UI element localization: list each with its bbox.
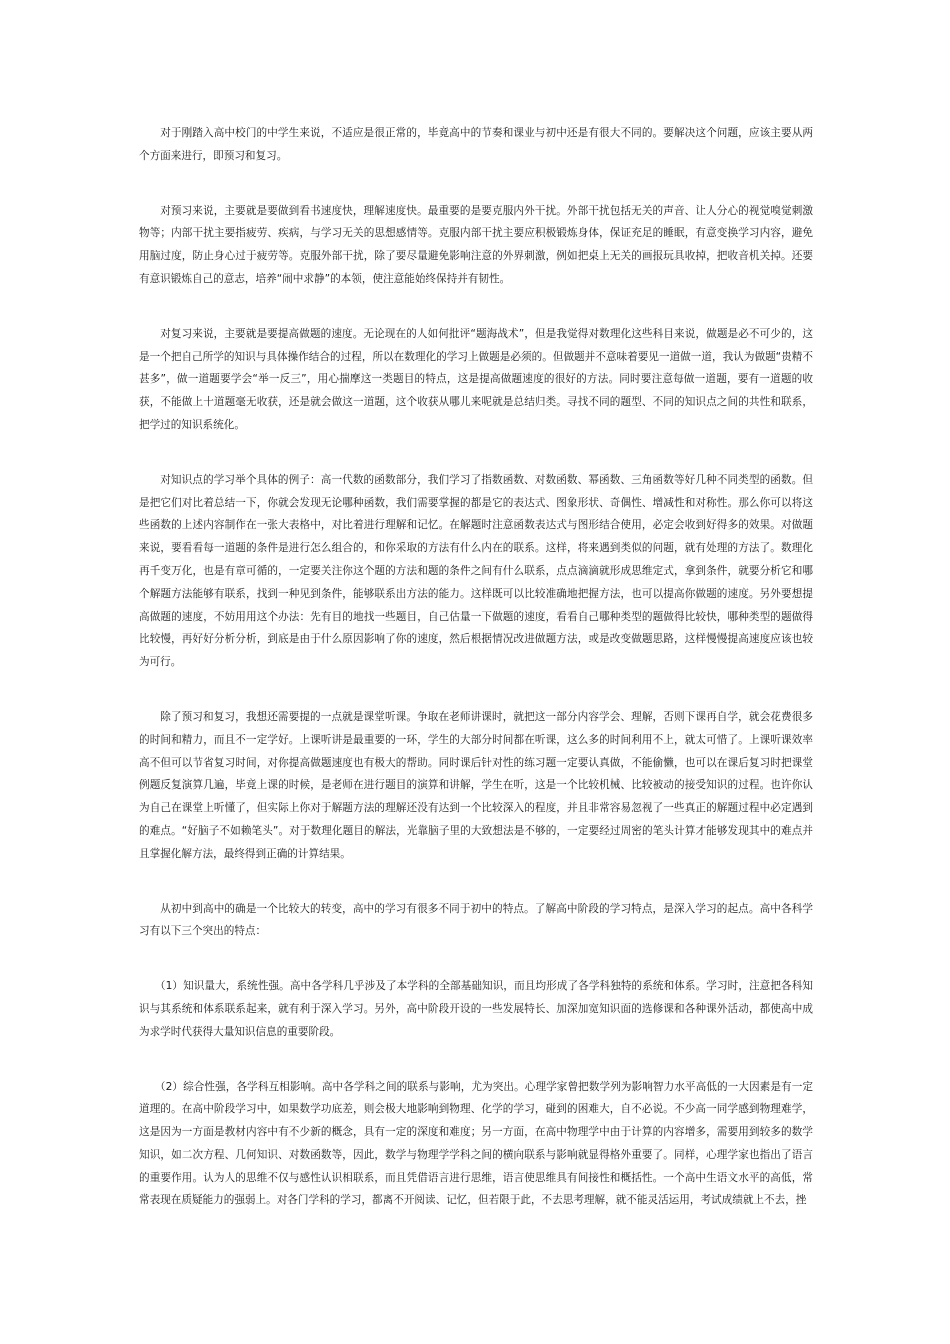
paragraph-intro: 对于刚踏入高中校门的中学生来说，不适应是很正常的，毕竟高中的节奏和课业与初中还是有很大不同的。要解决这个问题，应该主要从两个方面来进行，即预习和复习。 bbox=[139, 127, 813, 162]
paragraph-transition: 从初中到高中的确是一个比较大的转变，高中的学习有很多不同于初中的特点。了解高中阶段的学习特点，是深入学习的起点。高中各科学习有以下三个突出的特点： bbox=[139, 902, 813, 938]
paragraph-feature-2: （2）综合性强，各学科互相影响。高中各学科之间的联系与影响，尤为突出。心理学家曾把数学列为影响智力水平高低的一大因素是有一定道理的。在高中阶段学习中，如果数学功底差，则会极大地影响到物理、化学的学习，碰到的困难大，自不必说。不少高一同学感到物理难学，这是因为一方面是教材内容中有不少新的概念，具有一定的深度和难度；另一方面，在高中物理学中由于计算的内容增多，需要用到较多的数学知识，如二次方程、几何知识、对数函数等，因此，数学与物理学学科之间的横向联系与影响就显得格外重要了。同样，心理学家也指出了语言的重要作用。认为人的思维不仅与感性认识相联系，而且凭借语言进行思维，语言使思维具有间接性和概括性。一个高中生语文水平的高低，常常表现在质疑能力的强弱上。对各门学科的学习，都离不开阅读、记忆，但若限于此，不去思考理解，就不能灵活运用，考试成绩就上不去，挫 bbox=[139, 1080, 813, 1207]
paragraph-preview: 对预习来说，主要就是要做到看书速度快，理解速度快。最重要的是要克服内外干扰。外部干扰包括无关的声音、让人分心的视觉嗅觉刺激物等；内部干扰主要指疲劳、疾病，与学习无关的思想感情等。克服内部干扰主要应积极锻炼身体，保证充足的睡眠，有意变换学习内容，避免用脑过度，防止身心过于疲劳等。克服外部干扰，除了要尽量避免影响注意的外界刺激，例如把桌上无关的画报玩具收掉，把收音机关掉。还要有意识锻炼自己的意志，培养“闹中求静”的本领，使注意能始终保持并有韧性。 bbox=[139, 204, 813, 285]
document-body bbox=[139, 122, 813, 1244]
paragraph-classroom: 除了预习和复习，我想还需要提的一点就是课堂听课。争取在老师讲课时，就把这一部分内容学会、理解，否则下课再自学，就会花费很多的时间和精力，而且不一定学好。上课听讲是最重要的一环，学生的大部分时间都在听课，这么多的时间利用不上，就太可惜了。上课听课效率高不但可以节省复习时间，对你提高做题速度也有极大的帮助。同时课后针对性的练习题一定要认真做，不能偷懒，也可以在课后复习时把课堂例题反复演算几遍，毕竟上课的时候，是老师在进行题目的演算和讲解，学生在听，这是一个比较机械、比较被动的接受知识的过程。也许你认为自己在课堂上听懂了，但实际上你对于解题方法的理解还没有达到一个比较深入的程度，并且非常容易忽视了一些真正的解题过程中必定遇到的难点。“好脑子不如赖笔头”。对于数理化题目的解法，光靠脑子里的大致想法是不够的，一定要经过周密的笔头计算才能够发现其中的难点并且掌握化解方法，最终得到正确的计算结果。 bbox=[139, 710, 813, 860]
paragraph-feature-1: （1）知识量大，系统性强。高中各学科几乎涉及了本学科的全部基础知识，而且均形成了各学科独特的系统和体系。学习时，注意把各科知识与其系统和体系联系起来，就有利于深入学习。另外，高中阶段开设的一些发展特长、加深加宽知识面的选修课和各种课外活动，都使高中成为求学时代获得大量知识信息的重要阶段。 bbox=[139, 980, 813, 1038]
paragraph-review: 对复习来说，主要就是要提高做题的速度。无论现在的人如何批评“题海战术”，但是我觉得对数理化这些科目来说，做题是必不可少的，这是一个把自己所学的知识与具体操作结合的过程，所以在数理化的学习上做题是必须的。但做题并不意味着要见一道做一道，我认为做题“贵精不甚多”，做一道题要学会“举一反三”，用心揣摩这一类题目的特点，这是提高做题速度的很好的方法。同时要注意每做一道题，要有一道题的收获，不能做上十道题毫无收获，还是就会做这一道题，这个收获从哪儿来呢就是总结归类。寻找不同的题型、不同的知识点之间的共性和联系，把学过的知识系统化。 bbox=[139, 327, 813, 431]
paragraph-example: 对知识点的学习举个具体的例子：高一代数的函数部分，我们学习了指数函数、对数函数、幂函数、三角函数等好几种不同类型的函数。但是把它们对比着总结一下，你就会发现无论哪种函数，我们需要掌握的都是它的表达式、图象形状、奇偶性、增减性和对称性。那么你可以将这些函数的上述内容制作在一张大表格中，对比着进行理解和记忆。在解题时注意函数表达式与图形结合使用，必定会收到好得多的效果。对做题来说，要看看每一道题的条件是进行怎么组合的，和你采取的方法有什么内在的联系。这样，将来遇到类似的问题，就有处理的方法了。数理化再千变万化，也是有章可循的，一定要关注你这个题的方法和题的条件之间有什么联系，点点滴滴就形成思维定式，拿到条件，就要分析它和哪个解题方法能够有联系，找到一种见到条件，能够联系出方法的能力。这样既可以比较准确地把握方法，也可以提高你做题的速度。另外要想提高做题的速度，不妨用用这个办法：先有目的地找一些题目，自己估量一下做题的速度，看看自己哪种类型的题做得比较快，哪种类型的题做得比较慢，再好好分析分析，到底是由于什么原因影响了你的速度，然后根据情况改进做题方法，或是改变做题思路，这样慢慢提高速度应该也较为可行。 bbox=[139, 473, 813, 669]
